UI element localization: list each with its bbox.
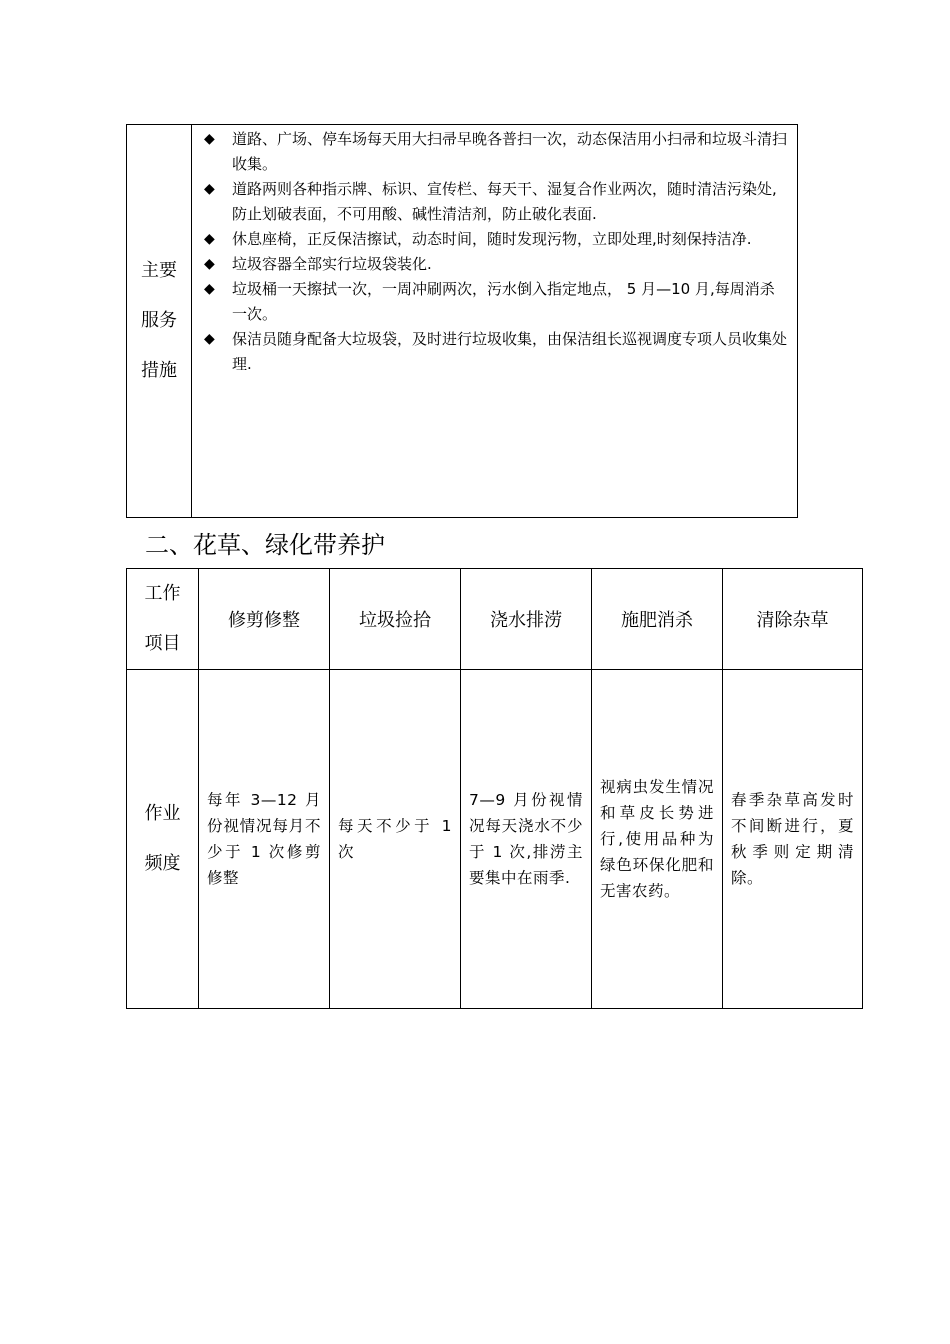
table-cell: 视病虫发生情况和草皮长势进行,使用品种为绿色环保化肥和无害农药。 <box>592 670 723 1009</box>
label-line: 项目 <box>144 633 181 654</box>
label-line: 措施 <box>141 360 177 381</box>
diamond-bullet-icon: ◆ <box>204 181 215 197</box>
measure-text: 道路两则各种指示牌、标识、宣传栏、每天干、湿复合作业两次，随时清洁污染处,防止划破表面，不可用酸、碱性清洁剂，防止破化表面. <box>232 180 777 223</box>
column-header: 清除杂草 <box>723 569 863 670</box>
measure-item <box>200 177 789 227</box>
measure-item <box>200 227 789 252</box>
diamond-bullet-icon: ◆ <box>204 256 215 272</box>
work-item-label <box>127 569 199 670</box>
column-header: 垃圾捡拾 <box>330 569 461 670</box>
frequency-label <box>127 670 199 1009</box>
measure-item <box>200 127 789 177</box>
service-measures-table <box>126 124 798 518</box>
measure-text: 垃圾容器全部实行垃圾袋装化. <box>232 255 432 273</box>
section-heading: 二、花草、绿化带养护 <box>145 531 385 559</box>
diamond-bullet-icon: ◆ <box>204 131 215 147</box>
measure-text: 保洁员随身配备大垃圾袋，及时进行垃圾收集，由保洁组长巡视调度专项人员收集处理. <box>232 330 788 373</box>
measure-item <box>200 277 789 327</box>
diamond-bullet-icon: ◆ <box>204 331 215 347</box>
measure-text: 道路、广场、停车场每天用大扫帚早晚各普扫一次，动态保洁用小扫帚和垃圾斗清扫收集。 <box>232 130 788 173</box>
table-header-row <box>127 569 863 670</box>
column-header: 浇水排涝 <box>461 569 592 670</box>
label-line: 服务 <box>141 310 177 331</box>
measure-text: 休息座椅，正反保洁擦试，动态时间，随时发现污物，立即处理,时刻保持洁净. <box>232 230 752 248</box>
green-maintenance-table <box>126 568 863 1009</box>
table-cell: 7—9 月份视情况每天浇水不少于 1 次,排涝主要集中在雨季. <box>461 670 592 1009</box>
service-measures-content <box>192 125 798 518</box>
label-line: 工作 <box>144 583 181 604</box>
label-line: 频度 <box>144 853 181 874</box>
label-line: 主要 <box>141 260 177 281</box>
measure-text: 垃圾桶一天擦拭一次，一周冲刷两次，污水倒入指定地点， 5 月—10 月,每周消杀一次。 <box>232 280 775 323</box>
column-header: 修剪修整 <box>199 569 330 670</box>
measure-item <box>200 327 789 377</box>
table-cell: 每天不少于 1 次 <box>330 670 461 1009</box>
table-row <box>127 670 863 1009</box>
table-cell: 每年 3—12 月份视情况每月不少于 1 次修剪修整 <box>199 670 330 1009</box>
measure-item <box>200 252 789 277</box>
service-measures-label <box>127 125 192 518</box>
column-header: 施肥消杀 <box>592 569 723 670</box>
diamond-bullet-icon: ◆ <box>204 281 215 297</box>
label-line: 作业 <box>144 803 181 824</box>
table-cell: 春季杂草高发时不间断进行，夏秋季则定期清除。 <box>723 670 863 1009</box>
diamond-bullet-icon: ◆ <box>204 231 215 247</box>
